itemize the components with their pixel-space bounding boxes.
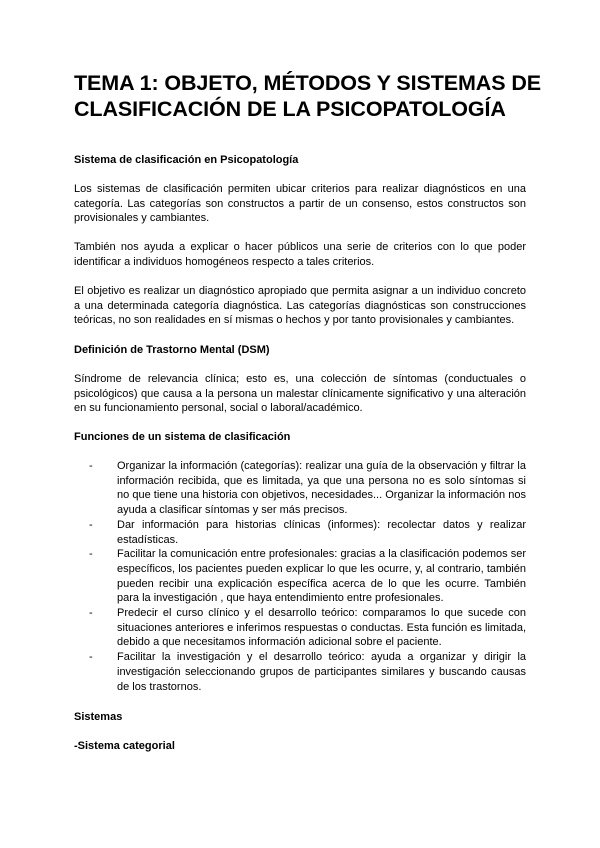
bullet-dash: - — [89, 651, 93, 664]
bullet-text: Predecir el curso clínico y el desarrollo teórico: comparamos lo que sucede con situaciones anteriores e inferimos respuestas o conductas. Esta función es limitada, debido a que necesitamos información adicional sobre el paciente. — [117, 607, 526, 649]
heading-sistema-categorial: -Sistema categorial — [74, 740, 175, 752]
paragraph-tambien-nos-ayuda: También nos ayuda a explicar o hacer públicos una serie de criterios con lo que poder identificar a individuos homogéneos respecto a tales criterios. — [74, 241, 526, 268]
heading-definicion-trastorno-mental: Definición de Trastorno Mental (DSM) — [74, 344, 270, 356]
paragraph-sindrome-relevancia: Síndrome de relevancia clínica; esto es, una colección de síntomas (conductuales o psicológicos) que causa a la persona un malestar clínicamente significativo y una alteración en su funcionamiento personal, social o laboral/académico. — [74, 373, 526, 415]
bullet-text: Dar información para historias clínicas (informes): recolectar datos y realizar estadísticas. — [117, 518, 526, 546]
document-title — [74, 70, 544, 122]
bullet-text: Facilitar la investigación y el desarrollo teórico: ayuda a organizar y dirigir la investigación seleccionando grupos de participantes similares y buscando causas de los trastornos. — [117, 651, 526, 693]
bullet-text: Organizar la información (categorías): realizar una guía de la observación y filtrar la información recibida, que es limitada, ya que una persona no es solo síntomas si no que tiene una historia con objetivos, necesidades... Organizar la información nos ayuda a clasificar síntomas y ser más precisos. — [117, 460, 526, 517]
bullet-dash: - — [89, 518, 93, 531]
document-title-line-1: TEMA 1: OBJETO, MÉTODOS Y SISTEMAS DE — [74, 71, 542, 95]
heading-sistema-clasificacion: Sistema de clasificación en Psicopatología — [74, 154, 299, 166]
funciones-list — [74, 459, 526, 694]
heading-funciones-sistema: Funciones de un sistema de clasificación — [74, 431, 291, 443]
list-item — [74, 650, 526, 694]
heading-sistemas: Sistemas — [74, 711, 123, 723]
paragraph-sistemas-clasificacion: Los sistemas de clasificación permiten ubicar criterios para realizar diagnósticos en una categoría. Las categorías son constructos a partir de un consenso, estos constructos son provisionales y cambiantes. — [74, 183, 526, 225]
bullet-dash: - — [89, 460, 93, 472]
list-item — [74, 518, 526, 547]
bullet-text: Facilitar la comunicación entre profesionales: gracias a la clasificación podemos ser específicos, los pacientes pueden explicar lo que les ocurre, y, al contrario, también pueden recibir una explicación específica acerca de lo que les ocurre. También para la investigación , que haya entendimiento entre profesionales. — [117, 548, 526, 605]
bullet-dash: - — [89, 607, 93, 620]
list-item — [74, 606, 526, 650]
list-item — [74, 547, 526, 606]
list-item — [74, 459, 526, 518]
paragraph-objetivo-diagnostico: El objetivo es realizar un diagnóstico apropiado que permita asignar a un individuo concreto a una determinada categoría diagnóstica. Las categorías diagnósticas son construcciones teóricas, no son realidades en sí mismas o hechos y por tanto provisionales y cambiantes. — [74, 285, 526, 327]
bullet-dash: - — [89, 548, 93, 561]
document-title-line-2: CLASIFICACIÓN DE LA PSICOPATOLOGÍA — [74, 97, 506, 121]
